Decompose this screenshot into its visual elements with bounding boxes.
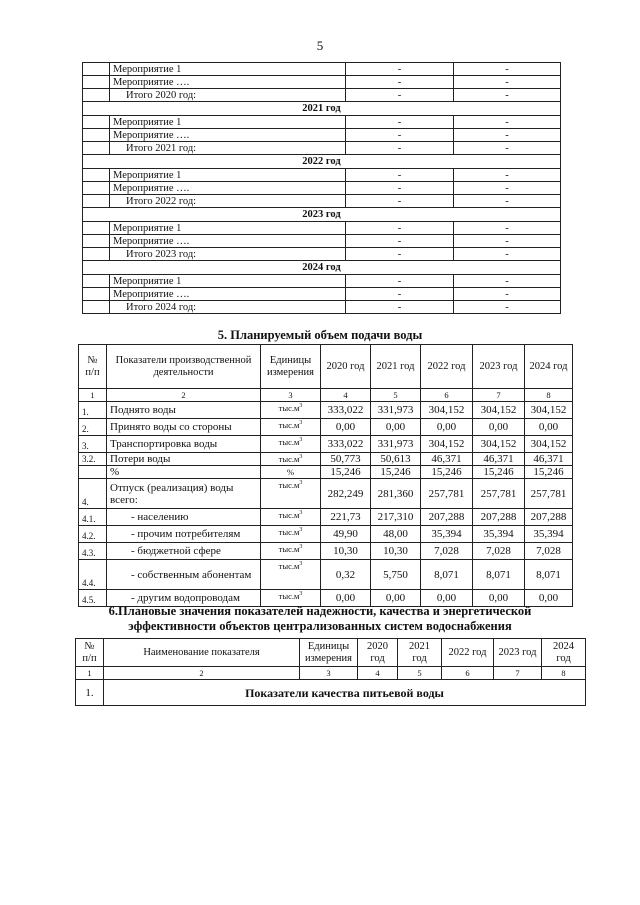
water-supply-table [78, 344, 573, 607]
unit-text: тыс.м [278, 420, 300, 430]
section6-title-line1: 6.Плановые значения показателей надежности, качества и энергетической [108, 604, 532, 618]
data-row [79, 453, 573, 466]
column-header: Показатели производственной деятельности [107, 345, 261, 389]
measure-value-1: - [346, 89, 454, 102]
measure-value-2: - [454, 235, 561, 248]
unit [261, 402, 321, 419]
column-number: 2 [104, 667, 300, 680]
measure-label: Итого 2020 год: [110, 89, 346, 102]
row-number: 2. [79, 419, 107, 436]
column-header: 2022 год [442, 639, 494, 667]
column-number: 6 [442, 667, 494, 680]
measure-value-2: - [454, 275, 561, 288]
data-row [79, 543, 573, 560]
year-heading: 2024 год [83, 261, 561, 275]
row-number: 1. [79, 402, 107, 419]
year-row [83, 155, 561, 169]
unit-superscript: 3 [299, 437, 303, 444]
measure-value-1: - [346, 142, 454, 155]
column-header: 2023 год [473, 345, 525, 389]
column-number: 2 [107, 389, 261, 402]
column-number: 1 [79, 389, 107, 402]
value-cell: 5,750 [371, 560, 421, 590]
column-header: 2021 год [371, 345, 421, 389]
column-header: 2023 год [494, 639, 542, 667]
value-cell: 207,288 [525, 509, 573, 526]
measure-value-2: - [454, 248, 561, 261]
quality-heading: Показатели качества питьевой воды [104, 680, 586, 706]
measure-value-2: - [454, 182, 561, 195]
unit [261, 560, 321, 590]
value-cell: 0,00 [321, 419, 371, 436]
measure-label: Мероприятие 1 [110, 275, 346, 288]
column-number: 8 [542, 667, 586, 680]
unit [261, 479, 321, 509]
value-cell: 35,394 [473, 526, 525, 543]
unit-superscript: 3 [299, 510, 303, 517]
value-cell: 49,90 [321, 526, 371, 543]
row-number [83, 116, 110, 129]
value-cell: 50,613 [371, 453, 421, 466]
value-cell: 8,071 [421, 560, 473, 590]
column-header: 2024 год [525, 345, 573, 389]
unit-text: % [286, 467, 295, 477]
value-cell: 7,028 [421, 543, 473, 560]
value-cell: 333,022 [321, 436, 371, 453]
year-row [83, 261, 561, 275]
value-cell: 15,246 [525, 466, 573, 479]
value-cell: 48,00 [371, 526, 421, 543]
value-cell: 331,973 [371, 436, 421, 453]
value-cell: 0,00 [421, 419, 473, 436]
column-number: 7 [494, 667, 542, 680]
measure-row [83, 142, 561, 155]
unit-superscript: 3 [299, 527, 303, 534]
value-cell: 0,00 [525, 419, 573, 436]
column-header: № п/п [76, 639, 104, 667]
measure-row [83, 235, 561, 248]
measure-row [83, 195, 561, 208]
indicator-label: Транспортировка воды [107, 436, 261, 453]
measure-value-2: - [454, 288, 561, 301]
measure-value-2: - [454, 195, 561, 208]
measure-value-1: - [346, 116, 454, 129]
value-cell: 35,394 [421, 526, 473, 543]
measure-value-2: - [454, 89, 561, 102]
row-number [83, 195, 110, 208]
measures-table [82, 62, 561, 314]
unit [261, 526, 321, 543]
measure-value-1: - [346, 248, 454, 261]
year-heading: 2022 год [83, 155, 561, 169]
value-cell: 10,30 [321, 543, 371, 560]
row-number [83, 275, 110, 288]
value-cell: 15,246 [321, 466, 371, 479]
measure-value-2: - [454, 222, 561, 235]
measure-row [83, 248, 561, 261]
indicator-label: Принято воды со стороны [107, 419, 261, 436]
row-number: 4.4. [79, 560, 107, 590]
column-header: 2020 год [321, 345, 371, 389]
unit [261, 419, 321, 436]
indicator-label: Потери воды [107, 453, 261, 466]
value-cell: 46,371 [525, 453, 573, 466]
measure-value-1: - [346, 129, 454, 142]
column-header: Единицы измерения [261, 345, 321, 389]
unit [261, 543, 321, 560]
value-cell: 217,310 [371, 509, 421, 526]
column-number: 8 [525, 389, 573, 402]
section5-title: 5. Планируемый объем подачи воды [217, 328, 423, 342]
measure-label: Мероприятие …. [110, 182, 346, 195]
measure-row [83, 89, 561, 102]
row-number: 4.5. [79, 590, 107, 607]
unit [261, 509, 321, 526]
value-cell: 281,360 [371, 479, 421, 509]
value-cell: 46,371 [421, 453, 473, 466]
unit-superscript: 3 [299, 420, 303, 427]
row-number: 3. [79, 436, 107, 453]
column-number: 1 [76, 667, 104, 680]
row-number: 4. [79, 479, 107, 509]
year-row [83, 208, 561, 222]
column-number: 4 [321, 389, 371, 402]
measure-value-1: - [346, 275, 454, 288]
unit-superscript: 3 [299, 561, 303, 568]
indicator-label: Поднято воды [107, 402, 261, 419]
measure-value-1: - [346, 235, 454, 248]
measure-label: Итого 2021 год: [110, 142, 346, 155]
measure-value-1: - [346, 222, 454, 235]
column-number: 4 [358, 667, 398, 680]
unit-superscript: 3 [299, 591, 303, 598]
row-number: 4.2. [79, 526, 107, 543]
row-number [83, 288, 110, 301]
row-number [83, 142, 110, 155]
value-cell: 8,071 [525, 560, 573, 590]
value-cell: 304,152 [421, 436, 473, 453]
measure-value-1: - [346, 63, 454, 76]
value-cell: 257,781 [421, 479, 473, 509]
measure-label: Мероприятие 1 [110, 222, 346, 235]
value-cell: 15,246 [371, 466, 421, 479]
value-cell: 304,152 [473, 436, 525, 453]
column-number: 7 [473, 389, 525, 402]
value-cell: 7,028 [525, 543, 573, 560]
unit-text: тыс.м [278, 437, 300, 447]
row-number [83, 222, 110, 235]
indicator-label: - населению [107, 509, 261, 526]
row-number [83, 89, 110, 102]
measure-value-1: - [346, 195, 454, 208]
data-row [79, 509, 573, 526]
column-number: 3 [261, 389, 321, 402]
quality-indicators-table [75, 638, 586, 706]
data-row [79, 419, 573, 436]
value-cell: 0,00 [321, 590, 371, 607]
value-cell: 304,152 [421, 402, 473, 419]
measure-row [83, 169, 561, 182]
row-number [83, 129, 110, 142]
value-cell: 257,781 [473, 479, 525, 509]
unit [261, 453, 321, 466]
value-cell: 304,152 [525, 402, 573, 419]
measure-label: Итого 2023 год: [110, 248, 346, 261]
unit-text: тыс.м [278, 544, 300, 554]
indicator-label: - прочим потребителям [107, 526, 261, 543]
value-cell: 0,00 [525, 590, 573, 607]
measure-label: Итого 2022 год: [110, 195, 346, 208]
column-header: № п/п [79, 345, 107, 389]
measure-row [83, 63, 561, 76]
value-cell: 207,288 [421, 509, 473, 526]
year-row [83, 102, 561, 116]
measure-label: Мероприятие 1 [110, 116, 346, 129]
measure-label: Итого 2024 год: [110, 301, 346, 314]
unit-superscript: 3 [299, 403, 303, 410]
indicator-label: - бюджетной сфере [107, 543, 261, 560]
measure-value-1: - [346, 301, 454, 314]
measure-value-1: - [346, 288, 454, 301]
row-number: 4.3. [79, 543, 107, 560]
unit-superscript: 3 [299, 480, 303, 487]
unit-text: тыс.м [278, 591, 300, 601]
value-cell: 304,152 [473, 402, 525, 419]
unit [261, 466, 321, 479]
unit-text: тыс.м [278, 454, 300, 464]
measure-value-2: - [454, 76, 561, 89]
value-cell: 0,00 [473, 590, 525, 607]
measure-value-1: - [346, 76, 454, 89]
measure-value-2: - [454, 116, 561, 129]
unit-superscript: 3 [299, 454, 303, 461]
value-cell: 8,071 [473, 560, 525, 590]
column-number: 6 [421, 389, 473, 402]
unit-text: тыс.м [278, 480, 300, 490]
column-header: 2020 год [358, 639, 398, 667]
quality-row [76, 680, 586, 706]
column-header: 2022 год [421, 345, 473, 389]
column-number-row [79, 389, 573, 402]
measure-value-2: - [454, 142, 561, 155]
unit [261, 436, 321, 453]
row-number [83, 301, 110, 314]
measure-value-2: - [454, 63, 561, 76]
measure-row [83, 301, 561, 314]
row-number [83, 248, 110, 261]
header-row [76, 639, 586, 667]
value-cell: 10,30 [371, 543, 421, 560]
measure-label: Мероприятие …. [110, 288, 346, 301]
unit-text: тыс.м [278, 510, 300, 520]
row-number [83, 235, 110, 248]
measure-row [83, 222, 561, 235]
indicator-label: - собственным абонентам [107, 560, 261, 590]
unit-text: тыс.м [278, 561, 300, 571]
unit-text: тыс.м [278, 527, 300, 537]
measure-row [83, 76, 561, 89]
measure-value-2: - [454, 169, 561, 182]
measure-row [83, 275, 561, 288]
column-header: 2024 год [542, 639, 586, 667]
measure-value-2: - [454, 301, 561, 314]
page-number: 5 [316, 38, 324, 53]
value-cell: 304,152 [525, 436, 573, 453]
value-cell: 0,32 [321, 560, 371, 590]
data-row [79, 436, 573, 453]
year-heading: 2023 год [83, 208, 561, 222]
data-row [79, 560, 573, 590]
column-number: 5 [398, 667, 442, 680]
measure-row [83, 116, 561, 129]
measure-row [83, 182, 561, 195]
data-row [79, 479, 573, 509]
column-header: Наименование показателя [104, 639, 300, 667]
measure-value-1: - [346, 169, 454, 182]
measure-label: Мероприятие …. [110, 129, 346, 142]
value-cell: 7,028 [473, 543, 525, 560]
value-cell: 221,73 [321, 509, 371, 526]
value-cell: 15,246 [473, 466, 525, 479]
column-number: 3 [300, 667, 358, 680]
measure-label: Мероприятие 1 [110, 63, 346, 76]
value-cell: 207,288 [473, 509, 525, 526]
measure-value-2: - [454, 129, 561, 142]
year-heading: 2021 год [83, 102, 561, 116]
value-cell: 331,973 [371, 402, 421, 419]
measure-row [83, 288, 561, 301]
row-number [83, 63, 110, 76]
section6-title-line2: эффективности объектов централизованных систем водоснабжения [128, 619, 512, 633]
row-number: 3.2. [79, 453, 107, 466]
data-row [79, 402, 573, 419]
measure-row [83, 129, 561, 142]
row-number: 1. [76, 680, 104, 706]
value-cell: 15,246 [421, 466, 473, 479]
row-number [79, 466, 107, 479]
value-cell: 50,773 [321, 453, 371, 466]
value-cell: 0,00 [371, 590, 421, 607]
row-number: 4.1. [79, 509, 107, 526]
column-number: 5 [371, 389, 421, 402]
column-header: 2021 год [398, 639, 442, 667]
header-row [79, 345, 573, 389]
measure-label: Мероприятие …. [110, 76, 346, 89]
indicator-label: - другим водопроводам [107, 590, 261, 607]
value-cell: 333,022 [321, 402, 371, 419]
value-cell: 35,394 [525, 526, 573, 543]
data-row [79, 526, 573, 543]
value-cell: 0,00 [421, 590, 473, 607]
unit-text: тыс.м [278, 403, 300, 413]
value-cell: 0,00 [473, 419, 525, 436]
measure-label: Мероприятие …. [110, 235, 346, 248]
row-number [83, 182, 110, 195]
data-row [79, 466, 573, 479]
row-number [83, 76, 110, 89]
column-number-row [76, 667, 586, 680]
row-number [83, 169, 110, 182]
unit-superscript: 3 [299, 544, 303, 551]
value-cell: 46,371 [473, 453, 525, 466]
indicator-label: % [107, 466, 261, 479]
indicator-label: Отпуск (реализация) воды всего: [107, 479, 261, 509]
measure-value-1: - [346, 182, 454, 195]
column-header: Единицы измерения [300, 639, 358, 667]
measure-label: Мероприятие 1 [110, 169, 346, 182]
value-cell: 257,781 [525, 479, 573, 509]
value-cell: 0,00 [371, 419, 421, 436]
value-cell: 282,249 [321, 479, 371, 509]
